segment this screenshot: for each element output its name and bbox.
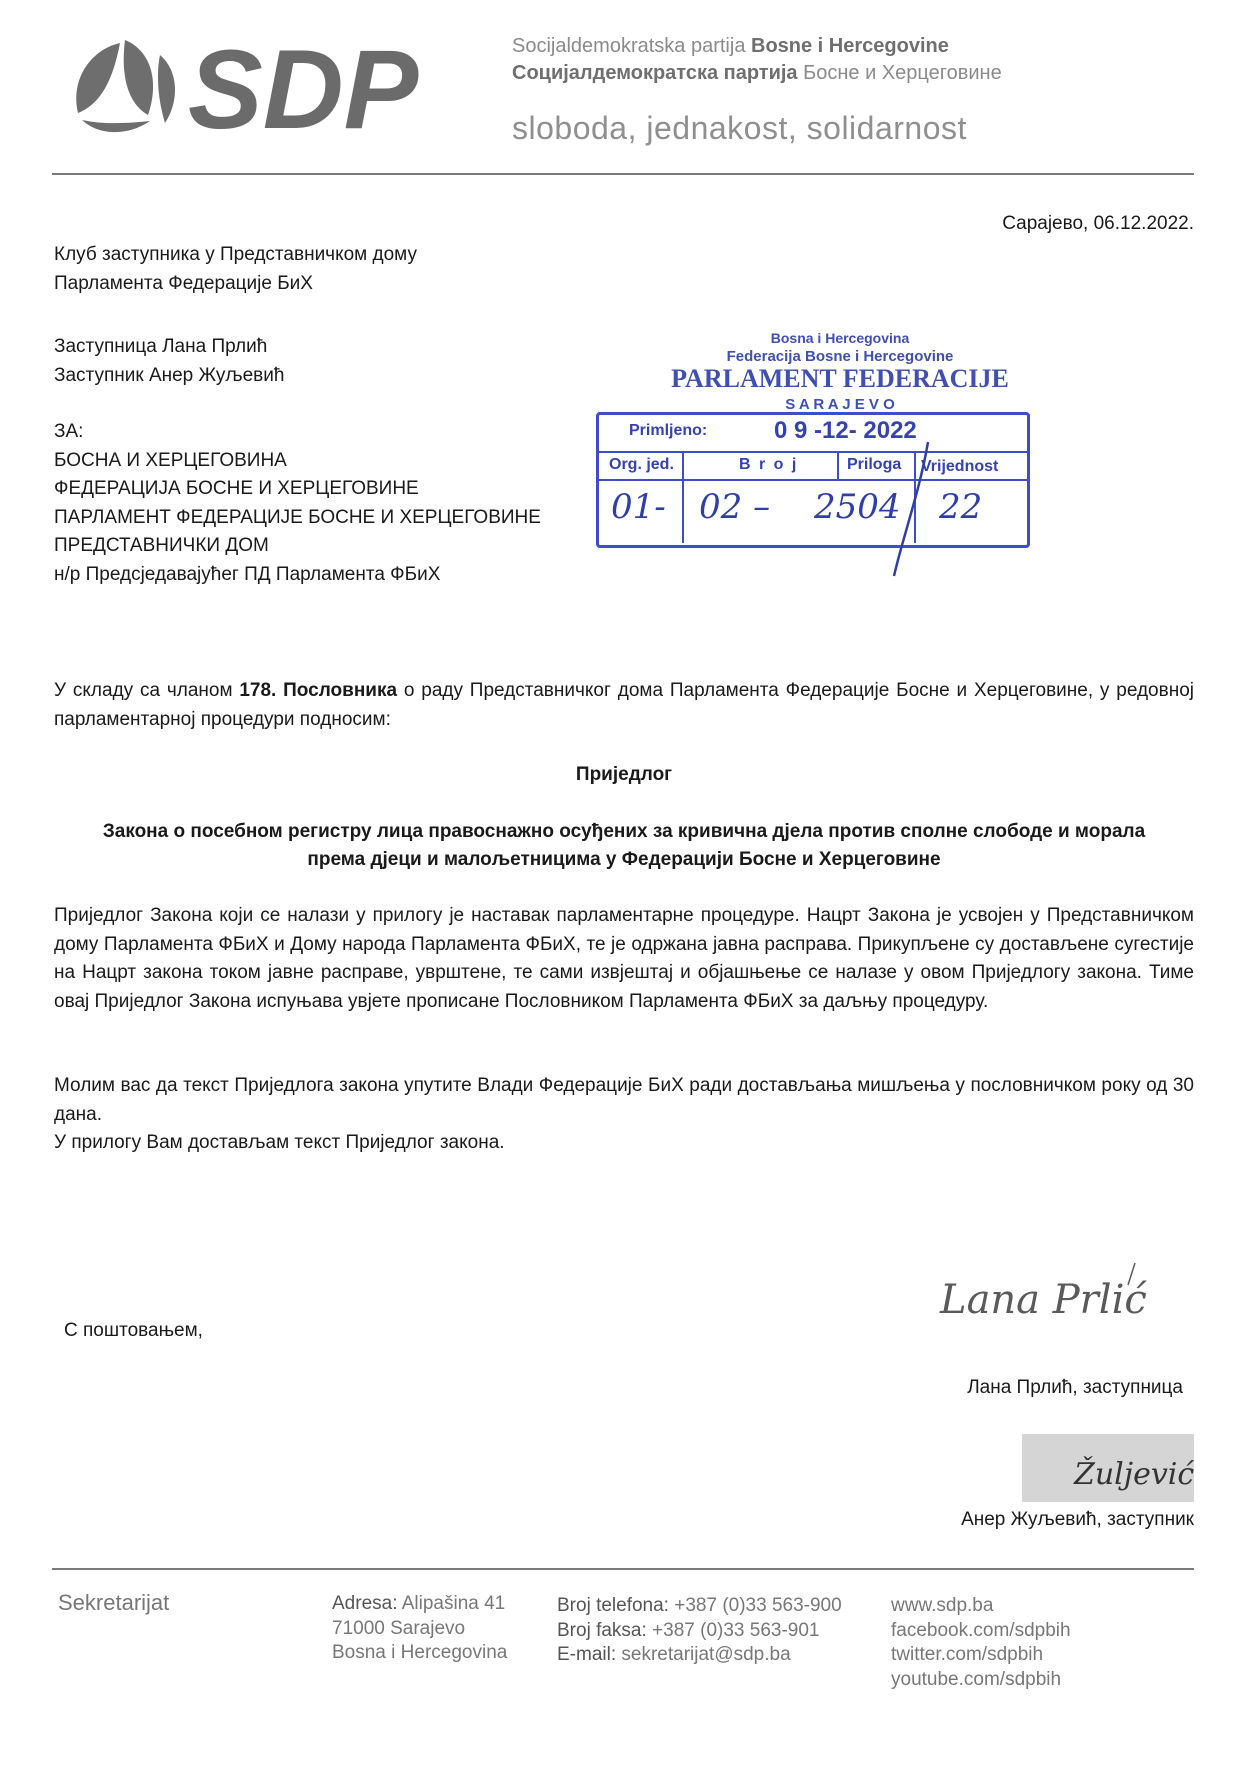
sender-person: Заступница Лана Прлић (54, 336, 268, 357)
sender-person: Заступник Анер Жуљевић (54, 364, 285, 386)
footer-address: Adresa: Alipašina 41 71000 Sarajevo Bosna i Hercegovina (332, 1593, 508, 1663)
stamp-slash-mark (880, 440, 940, 580)
sdp-logo (60, 25, 420, 145)
header-divider (52, 173, 1194, 175)
recipient-line: БОСНА И ХЕРЦЕГОВИНА (54, 449, 287, 471)
stamp-col-vrijednost: Vrijednost (921, 458, 999, 475)
stamp-divider (837, 453, 839, 481)
party-motto: sloboda, jednakost, solidarnost (512, 110, 967, 146)
signature-lana-prlic (930, 1255, 1170, 1335)
sender-line: Парламента Федерације БиХ (54, 272, 313, 294)
signature-scribble (1022, 1434, 1194, 1502)
logo-wordmark: SDP (188, 27, 419, 145)
sender-persons (54, 333, 284, 390)
stamp-line-4: S A R A J E V O (785, 396, 895, 413)
stamp-hand-org: 01- (611, 487, 666, 527)
proposal-heading: Приједлог (575, 764, 673, 785)
stamp-received-date: 0 9 -12- 2022 (774, 417, 917, 444)
stamp-hand-broj-1: 02 – (699, 487, 771, 527)
stamp-header-row (599, 453, 1027, 481)
signature-aner-zuljevic (1022, 1434, 1194, 1502)
stamp-line-1: Bosna i Hercegovina (770, 330, 910, 346)
stamp-received-label: Primljeno: (629, 422, 708, 439)
stamp-hand-broj-2: 2504 (814, 487, 901, 527)
sender-club (54, 241, 417, 298)
signatory-1-name: Лана Прлић, заступница (967, 1377, 1183, 1398)
stamp-divider (682, 453, 684, 543)
stamp-col-broj: B r o j (739, 456, 799, 473)
recipient-block (54, 418, 541, 589)
footer-link-facebook[interactable]: facebook.com/sdpbih (891, 1619, 1071, 1641)
law-title-line-1: Закона о посебном регистру лица правоснажно осуђених за кривична дјела против сполне слободе и морала (102, 821, 1146, 842)
svg-text:Žuljević: Žuljević (1074, 1457, 1194, 1492)
law-title-line-2: према дјеци и малољетницима у Федерацији Босне и Херцеговине (307, 849, 941, 870)
body-paragraph-2: Молим вас да текст Приједлога закона упутите Влади Федерације БиХ ради достављања мишљења у пословничком року од 30 дана. (54, 1075, 1194, 1125)
closing-salutation: С поштовањем, (64, 1320, 203, 1341)
svg-text:Lana Prlić: Lana Prlić (940, 1277, 1147, 1323)
recipient-line: н/р Предсједавајућег ПД Парламента ФБиХ (54, 563, 441, 585)
footer-link-youtube[interactable]: youtube.com/sdpbih (891, 1668, 1062, 1690)
intro-paragraph: У складу са чланом 178. Пословника о раду Представничког дома Парламента Федерације Босне и Херцеговине, у редовној парламентарној процедури подносим: (54, 680, 1194, 730)
stamp-line-2: Federacija Bosne i Hercegovine (726, 348, 954, 365)
stamp-line-3: PARLAMENT FEDERACIJE (671, 364, 1009, 393)
footer-links (891, 1594, 1071, 1692)
footer-org: Sekretarijat (58, 1590, 170, 1615)
stamp-col-priloga: Priloga (847, 456, 902, 473)
footer-contacts: Broj telefona: +387 (0)33 563-900 Broj faksa: +387 (0)33 563-901 E-mail: sekretarijat@sdp.ba (557, 1595, 842, 1665)
party-name-latin: Socijaldemokratska partija Bosne i Hercegovine (512, 35, 949, 57)
letter-date: Сарајево, 06.12.2022. (1002, 213, 1194, 234)
recipient-line: ЗА: (54, 421, 84, 442)
stamp-received-row (599, 415, 1027, 453)
received-stamp (596, 412, 1030, 548)
footer-link-twitter[interactable]: twitter.com/sdpbih (891, 1644, 1044, 1665)
stamp-col-org: Org. jed. (609, 456, 674, 473)
footer-link-website[interactable]: www.sdp.ba (891, 1595, 994, 1616)
rose-leaves-icon (76, 40, 175, 132)
signatory-2-name: Анер Жуљевић, заступник (961, 1509, 1194, 1530)
recipient-line: ПАРЛАМЕНТ ФЕДЕРАЦИЈЕ БОСНЕ И ХЕРЦЕГОВИНЕ (54, 506, 541, 528)
party-name-cyrillic: Социјалдемократска партија Босне и Херцеговине (512, 62, 1002, 84)
body-paragraph-1: Приједлог Закона који се налази у прилогу је наставак парламентарне процедуре. Нацрт Закона је усвојен у Представничком дому Парламента ФБиХ и Дому народа Парламента ФБиХ, те је одржана јавна расправа. Прикупљене су достављене сугестије на Нацрт закона током јавне расправе, уврштене, те сами извјештај и објашњење се налазе у овом Приједлогу закона. Тиме овај Приједлог Закона испуњава увјете прописане Пословником Парламента ФБиХ за даљњу процедуру. (54, 905, 1194, 1012)
footer-divider (52, 1568, 1194, 1570)
body-paragraph-3: У прилогу Вам достављам текст Приједлог закона. (54, 1132, 505, 1153)
sender-line: Клуб заступника у Представничком дому (54, 244, 417, 265)
footer-email[interactable]: sekretarijat@sdp.ba (621, 1644, 791, 1665)
recipient-line: ФЕДЕРАЦИЈА БОСНЕ И ХЕРЦЕГОВИНЕ (54, 478, 419, 499)
stamp-hand-year: 22 (939, 487, 983, 527)
recipient-line: ПРЕДСТАВНИЧКИ ДОМ (54, 535, 269, 556)
